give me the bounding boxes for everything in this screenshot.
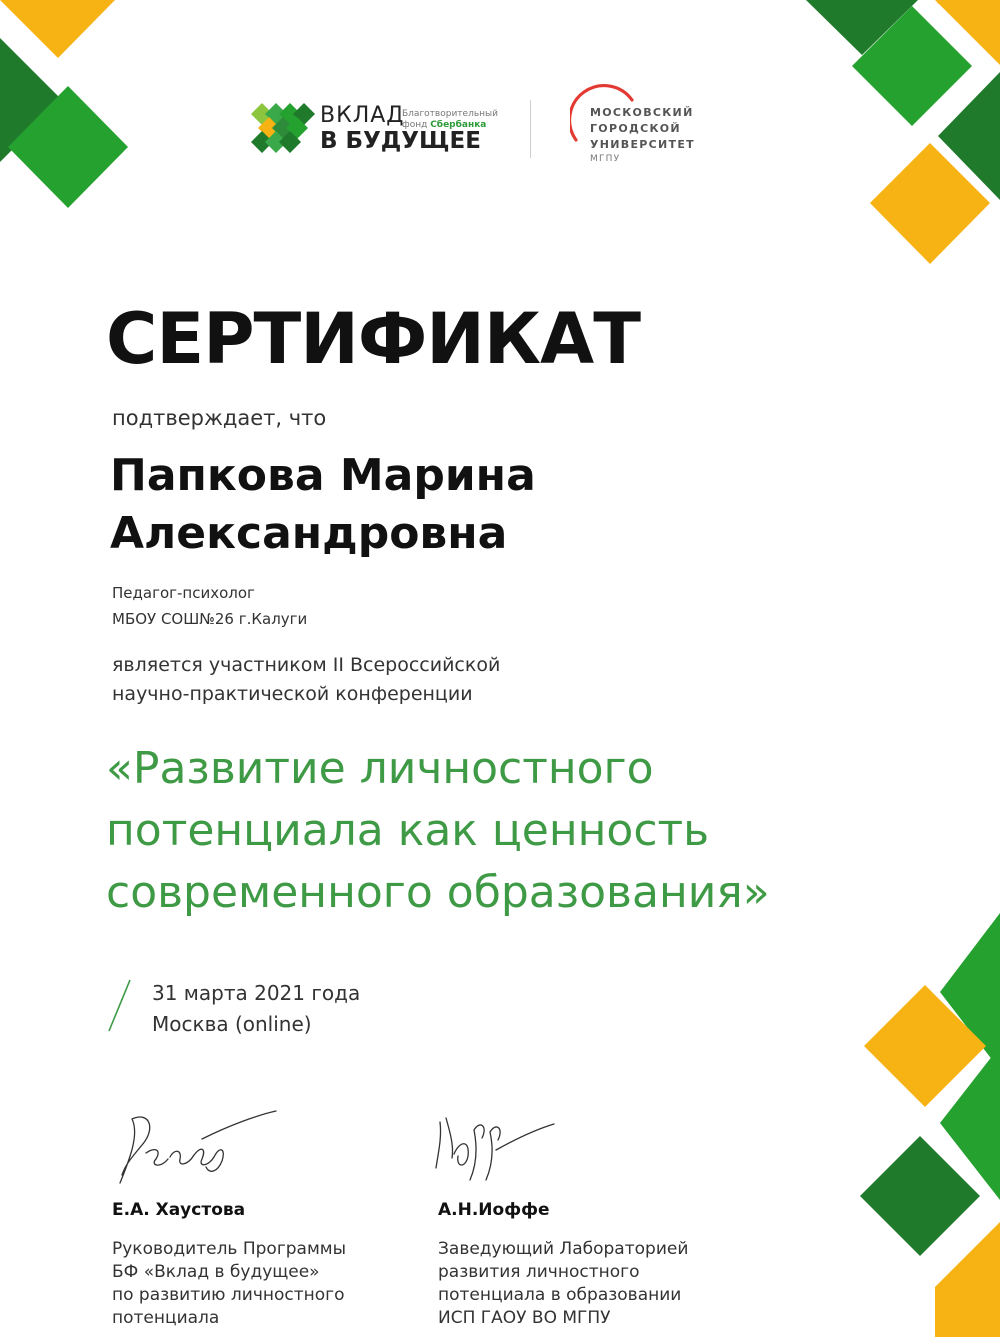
signer-1-role-line: потенциала xyxy=(112,1308,220,1328)
recipient-name xyxy=(110,447,536,563)
participation-line1: является участником II Всероссийской xyxy=(112,654,501,676)
signer-2-role-line: развития личностного xyxy=(438,1262,640,1282)
event-date: 31 марта 2021 года xyxy=(152,981,361,1005)
position-line1: Педагог-психолог xyxy=(112,584,255,602)
confirms-text: подтверждает, что xyxy=(112,406,327,430)
mgpu-logo-line2: ГОРОДСКОЙ xyxy=(590,122,681,135)
logo-divider xyxy=(530,100,531,158)
certificate-title: СЕРТИФИКАТ xyxy=(106,298,640,380)
participation-text xyxy=(112,651,500,709)
vklad-logo-line2: В БУДУЩЕЕ xyxy=(320,128,481,154)
recipient-name-line1: Папкова Марина xyxy=(110,450,536,501)
signature-ioffe xyxy=(430,1110,560,1185)
position-line2: МБОУ СОШ№26 г.Калуги xyxy=(112,610,308,628)
vklad-logo-sub1: Благотворительный xyxy=(402,109,498,119)
mgpu-logo-abbr: МГПУ xyxy=(590,154,621,164)
conference-title-line3: современного образования» xyxy=(106,867,770,918)
participation-line2: научно-практической конференции xyxy=(112,683,473,705)
signer-1-role-line: по развитию личностного xyxy=(112,1285,345,1305)
diamond-shape xyxy=(860,1136,980,1256)
vklad-logo-line1: ВКЛАД xyxy=(320,103,405,128)
recipient-name-line2: Александровна xyxy=(110,508,508,559)
vklad-logo-icon xyxy=(246,100,318,160)
conference-title-line2: потенциала как ценность xyxy=(106,805,710,856)
signer-2-role xyxy=(438,1238,688,1330)
conference-title xyxy=(106,738,866,924)
event-place: Москва (online) xyxy=(152,1012,312,1036)
vklad-v-budushchee-logo xyxy=(246,100,516,160)
date-slash-decoration xyxy=(104,978,134,1034)
diamond-shape xyxy=(935,1222,1000,1337)
signer-2-name: А.Н.Иоффе xyxy=(438,1200,550,1220)
recipient-position xyxy=(112,580,307,632)
vklad-logo-sub2-prefix: фонд xyxy=(402,120,428,130)
mgpu-logo-line3: УНИВЕРСИТЕТ xyxy=(590,138,695,151)
mgpu-logo-line1: МОСКОВСКИЙ xyxy=(590,106,694,119)
vklad-logo-sub2-brand: Сбербанка xyxy=(430,120,487,130)
signer-2-role-line: потенциала в образовании xyxy=(438,1285,682,1305)
vklad-logo-sub2 xyxy=(402,120,486,130)
signer-2-role-line: ИСП ГАОУ ВО МГПУ xyxy=(438,1308,611,1328)
signer-1-role-line: Руководитель Программы xyxy=(112,1239,347,1259)
conference-title-line1: «Развитие личностного xyxy=(106,743,654,794)
signature-khaustova xyxy=(110,1105,280,1190)
diamond-shape xyxy=(0,0,115,58)
signer-2-role-line: Заведующий Лабораторией xyxy=(438,1239,689,1259)
signer-1-role xyxy=(112,1238,346,1330)
signer-1-name: Е.А. Хаустова xyxy=(112,1200,246,1220)
signer-1-role-line: БФ «Вклад в будущее» xyxy=(112,1262,320,1282)
event-info xyxy=(152,978,360,1040)
mgpu-logo xyxy=(570,82,730,168)
